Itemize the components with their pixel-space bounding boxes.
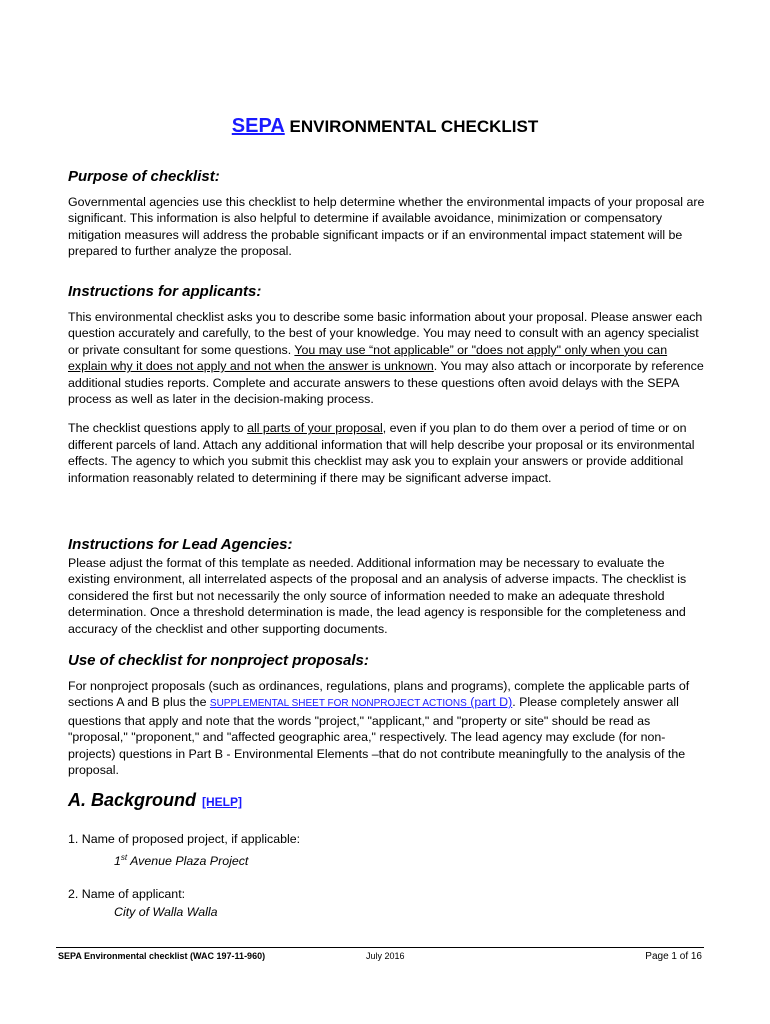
question-1: 1. Name of proposed project, if applicable: — [68, 832, 301, 846]
purpose-section — [68, 168, 708, 260]
document-title — [0, 115, 770, 138]
purpose-heading: Purpose of checklist: — [68, 168, 220, 185]
lead-agencies-body: Please adjust the format of this template as needed. Additional information may be necessary to evaluate the existing environment, all interrelated aspects of the proposal and an analysis of adverse impacts. The checklist is considered the first but not necessarily the only source of information needed to make an adequate threshold determination. Once a threshold determination is made, the lead agency is responsible for the completeness and accuracy of the checklist and other supporting documents. — [68, 556, 687, 636]
lead-agencies-section — [68, 536, 708, 637]
nonproject-heading: Use of checklist for nonproject proposals: — [68, 652, 369, 669]
help-link[interactable]: [HELP] — [202, 795, 243, 809]
sepa-link[interactable]: SEPA — [231, 115, 285, 137]
part-d-link[interactable]: (part D) — [466, 695, 513, 710]
title-text: ENVIRONMENTAL CHECKLIST — [284, 117, 539, 136]
applicants-paragraph-2: The checklist questions apply to all parts of your proposal, even if you plan to do them over a period of time or on different parcels of land. Attach any additional information that will help describe your proposal or its environmental effects. The agency to which you submit this checklist may ask you to explain your answers or provide additional information reasonably related to determining if there may be significant adverse impact. — [68, 421, 695, 485]
background-section — [68, 790, 708, 920]
lead-agencies-heading: Instructions for Lead Agencies: — [68, 536, 293, 553]
nonproject-body: For nonproject proposals (such as ordinances, regulations, plans and programs), complete the applicable parts of sections A and B plus the SUPPLEMENTAL SHEET FOR NONPROJECT ACTIONS (part D). Please completely answer all questions that apply and note that the words "project," "applicant," and "property or site" should be read as "proposal," "proponent," and "affected geographic area," respectively. The lead agency may exclude (for non-projects) questions in Part B - Environmental Elements –that do not contribute meaningfully to the analysis of the proposal. — [68, 679, 690, 778]
footer-document-name: SEPA Environmental checklist (WAC 197-11-960) — [58, 951, 266, 961]
not-applicable-note: You may use “not applicable” or "does not apply" only when you can explain why it does not apply and not when the answer is unknown — [68, 342, 668, 374]
background-heading: A. Background [HELP] — [68, 790, 243, 810]
page-footer — [56, 947, 704, 962]
footer-date: July 2016 — [366, 951, 405, 961]
purpose-body: Governmental agencies use this checklist to help determine whether the environmental impacts of your proposal are significant. This information is also helpful to determine if available avoidance, minimization or compensatory mitigation measures will address the probable significant impacts or if an environmental impact statement will be prepared to further analyze the proposal. — [68, 195, 705, 259]
footer-page-number: Page 1 of 16 — [645, 951, 702, 962]
answer-1: 1st Avenue Plaza Project — [114, 853, 249, 869]
all-parts-note: all parts of your proposal — [247, 421, 383, 436]
applicants-heading: Instructions for applicants: — [68, 283, 262, 300]
nonproject-section — [68, 652, 708, 778]
question-2: 2. Name of applicant: — [68, 887, 186, 902]
answer-2: City of Walla Walla — [114, 905, 218, 920]
supplemental-sheet-link[interactable]: SUPPLEMENTAL SHEET FOR NONPROJECT ACTIONS — [209, 698, 467, 710]
applicants-section — [68, 283, 708, 486]
applicants-paragraph-1: This environmental checklist asks you to describe some basic information about your proposal. Please answer each question accurately and carefully, to the best of your knowledge. You may need to consult with an agency specialist or private consultant for some questions. You may use “not applicable” or "does not apply" only when you can explain why it does not apply and not when the answer is unknown. You may also attach or incorporate by reference additional studies reports. Complete and accurate answers to these questions often avoid delays with the SEPA process as well as later in the decision-making process. — [68, 310, 704, 407]
